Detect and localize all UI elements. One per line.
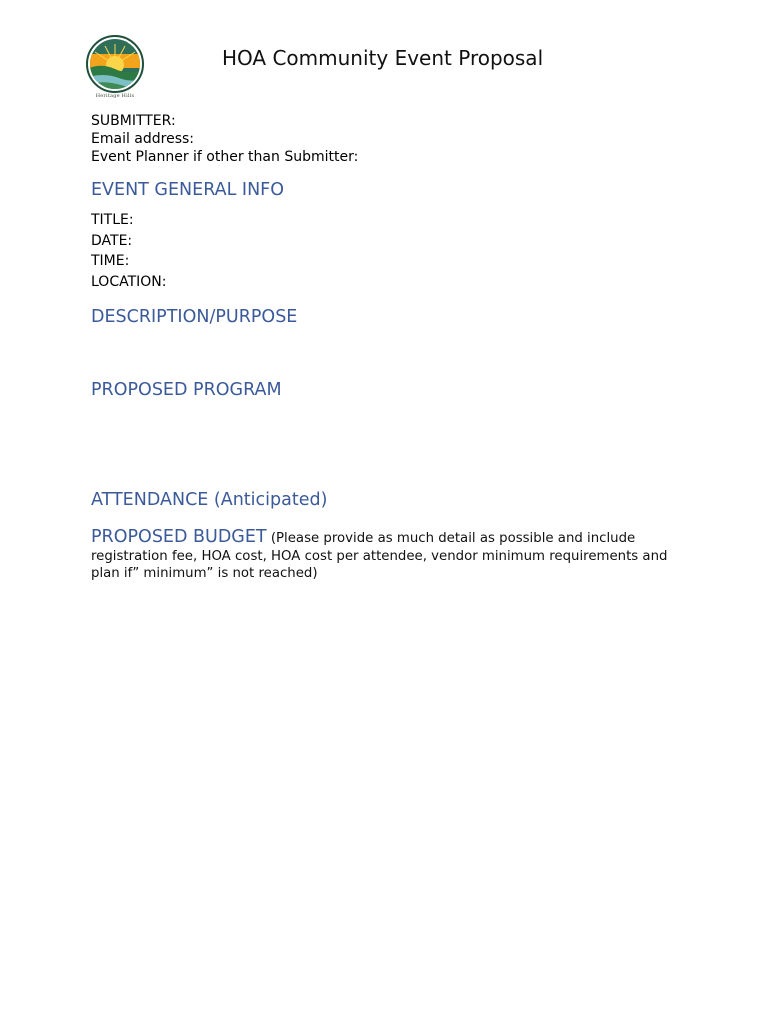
- date-label: DATE:: [91, 232, 133, 249]
- heritage-hills-logo-icon: [85, 34, 145, 102]
- submitter-label: SUBMITTER:: [91, 113, 176, 129]
- event-general-info-heading: EVENT GENERAL INFO: [91, 180, 285, 200]
- submitter-section: [91, 112, 358, 166]
- proposed-budget-heading: [91, 527, 635, 547]
- proposed-program-heading: PROPOSED PROGRAM: [91, 380, 282, 400]
- attendance-heading: ATTENDANCE (Anticipated): [91, 490, 328, 510]
- description-purpose-heading: DESCRIPTION/PURPOSE: [91, 307, 298, 327]
- title-label: TITLE:: [91, 212, 134, 228]
- event-planner-label: Event Planner if other than Submitter:: [91, 149, 359, 165]
- budget-note-continued: registration fee, HOA cost, HOA cost per attendee, vendor minimum requirements and plan if” minimum” is not reached): [91, 549, 668, 581]
- logo-caption: Heritage Hills: [95, 93, 135, 99]
- time-label: TIME:: [91, 253, 130, 270]
- event-general-info-fields: [91, 210, 166, 293]
- email-label: Email address:: [91, 131, 195, 147]
- location-label: LOCATION:: [91, 274, 167, 291]
- page-title: HOA Community Event Proposal: [222, 46, 544, 70]
- budget-note-first-line: (Please provide as much detail as possible and include: [266, 531, 636, 546]
- proposed-budget-title: PROPOSED BUDGET: [91, 527, 267, 547]
